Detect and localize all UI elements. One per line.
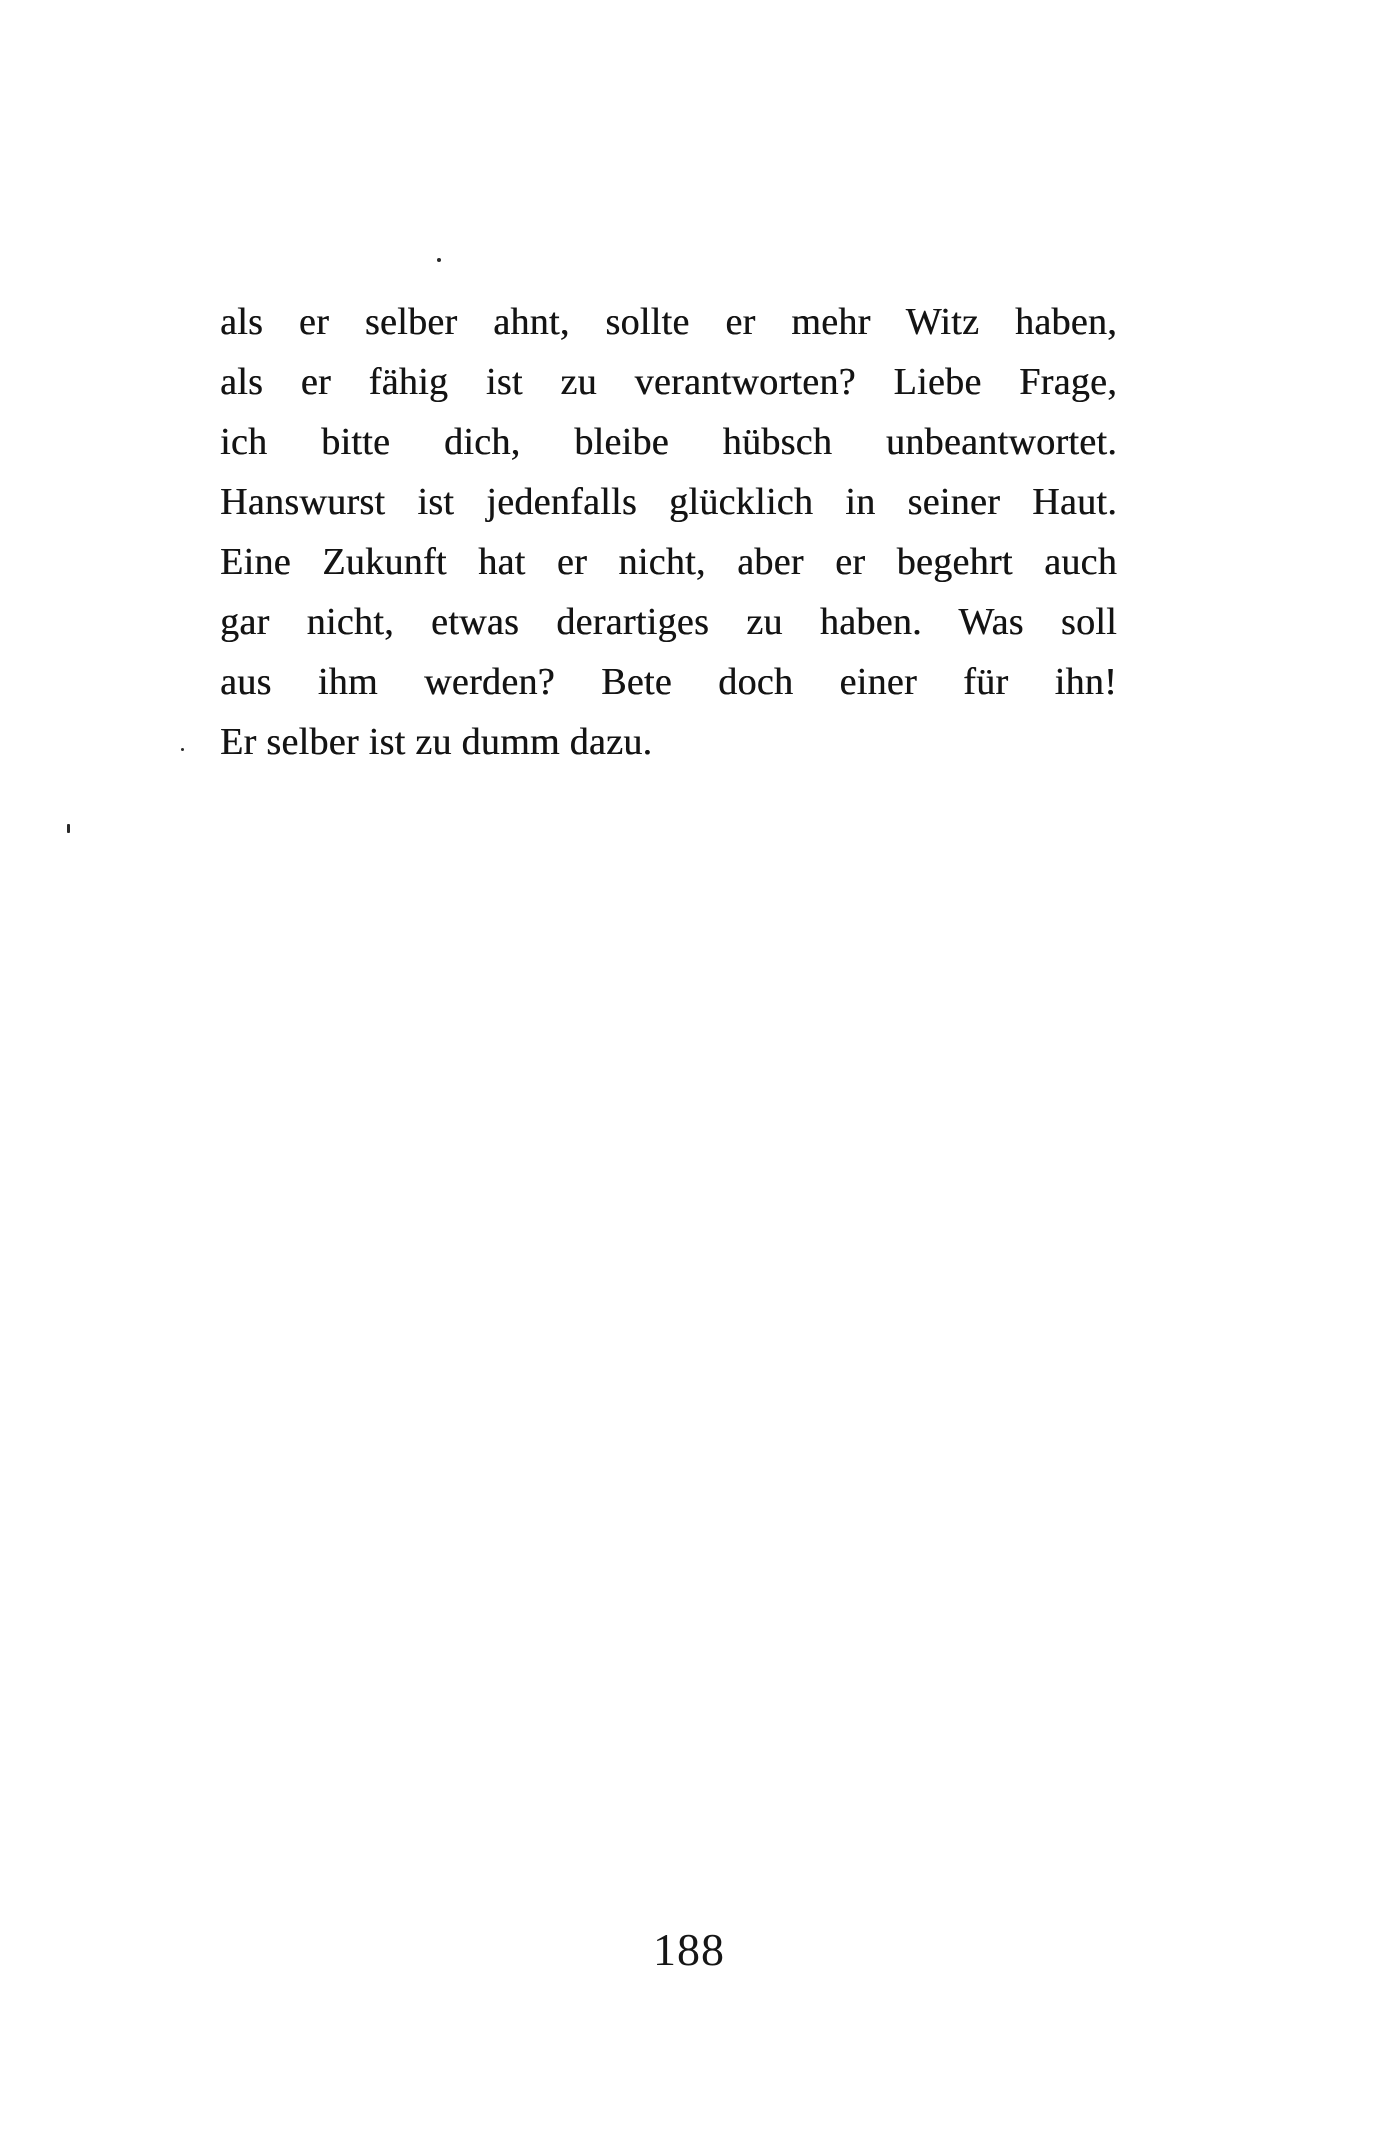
text-line: ich bitte dich, bleibe hübsch unbeantwortet. bbox=[220, 421, 1117, 463]
text-line: als er selber ahnt, sollte er mehr Witz haben, bbox=[220, 301, 1117, 343]
text-line: aus ihm werden? Bete doch einer für ihn! bbox=[220, 661, 1117, 703]
text-line: Hanswurst ist jedenfalls glücklich in seiner Haut. bbox=[220, 481, 1117, 523]
page-number: 188 bbox=[653, 1924, 725, 1975]
scan-speck bbox=[67, 824, 70, 833]
text-line: gar nicht, etwas derartiges zu haben. Was soll bbox=[220, 601, 1117, 643]
scan-speck bbox=[181, 748, 184, 751]
text-line: Eine Zukunft hat er nicht, aber er begehrt auch bbox=[220, 541, 1117, 583]
text-line: Er selber ist zu dumm dazu. bbox=[220, 721, 653, 763]
body-text-paragraph bbox=[220, 292, 1117, 772]
text-line: als er fähig ist zu verantworten? Liebe Frage, bbox=[220, 361, 1117, 403]
scan-speck bbox=[437, 258, 441, 262]
